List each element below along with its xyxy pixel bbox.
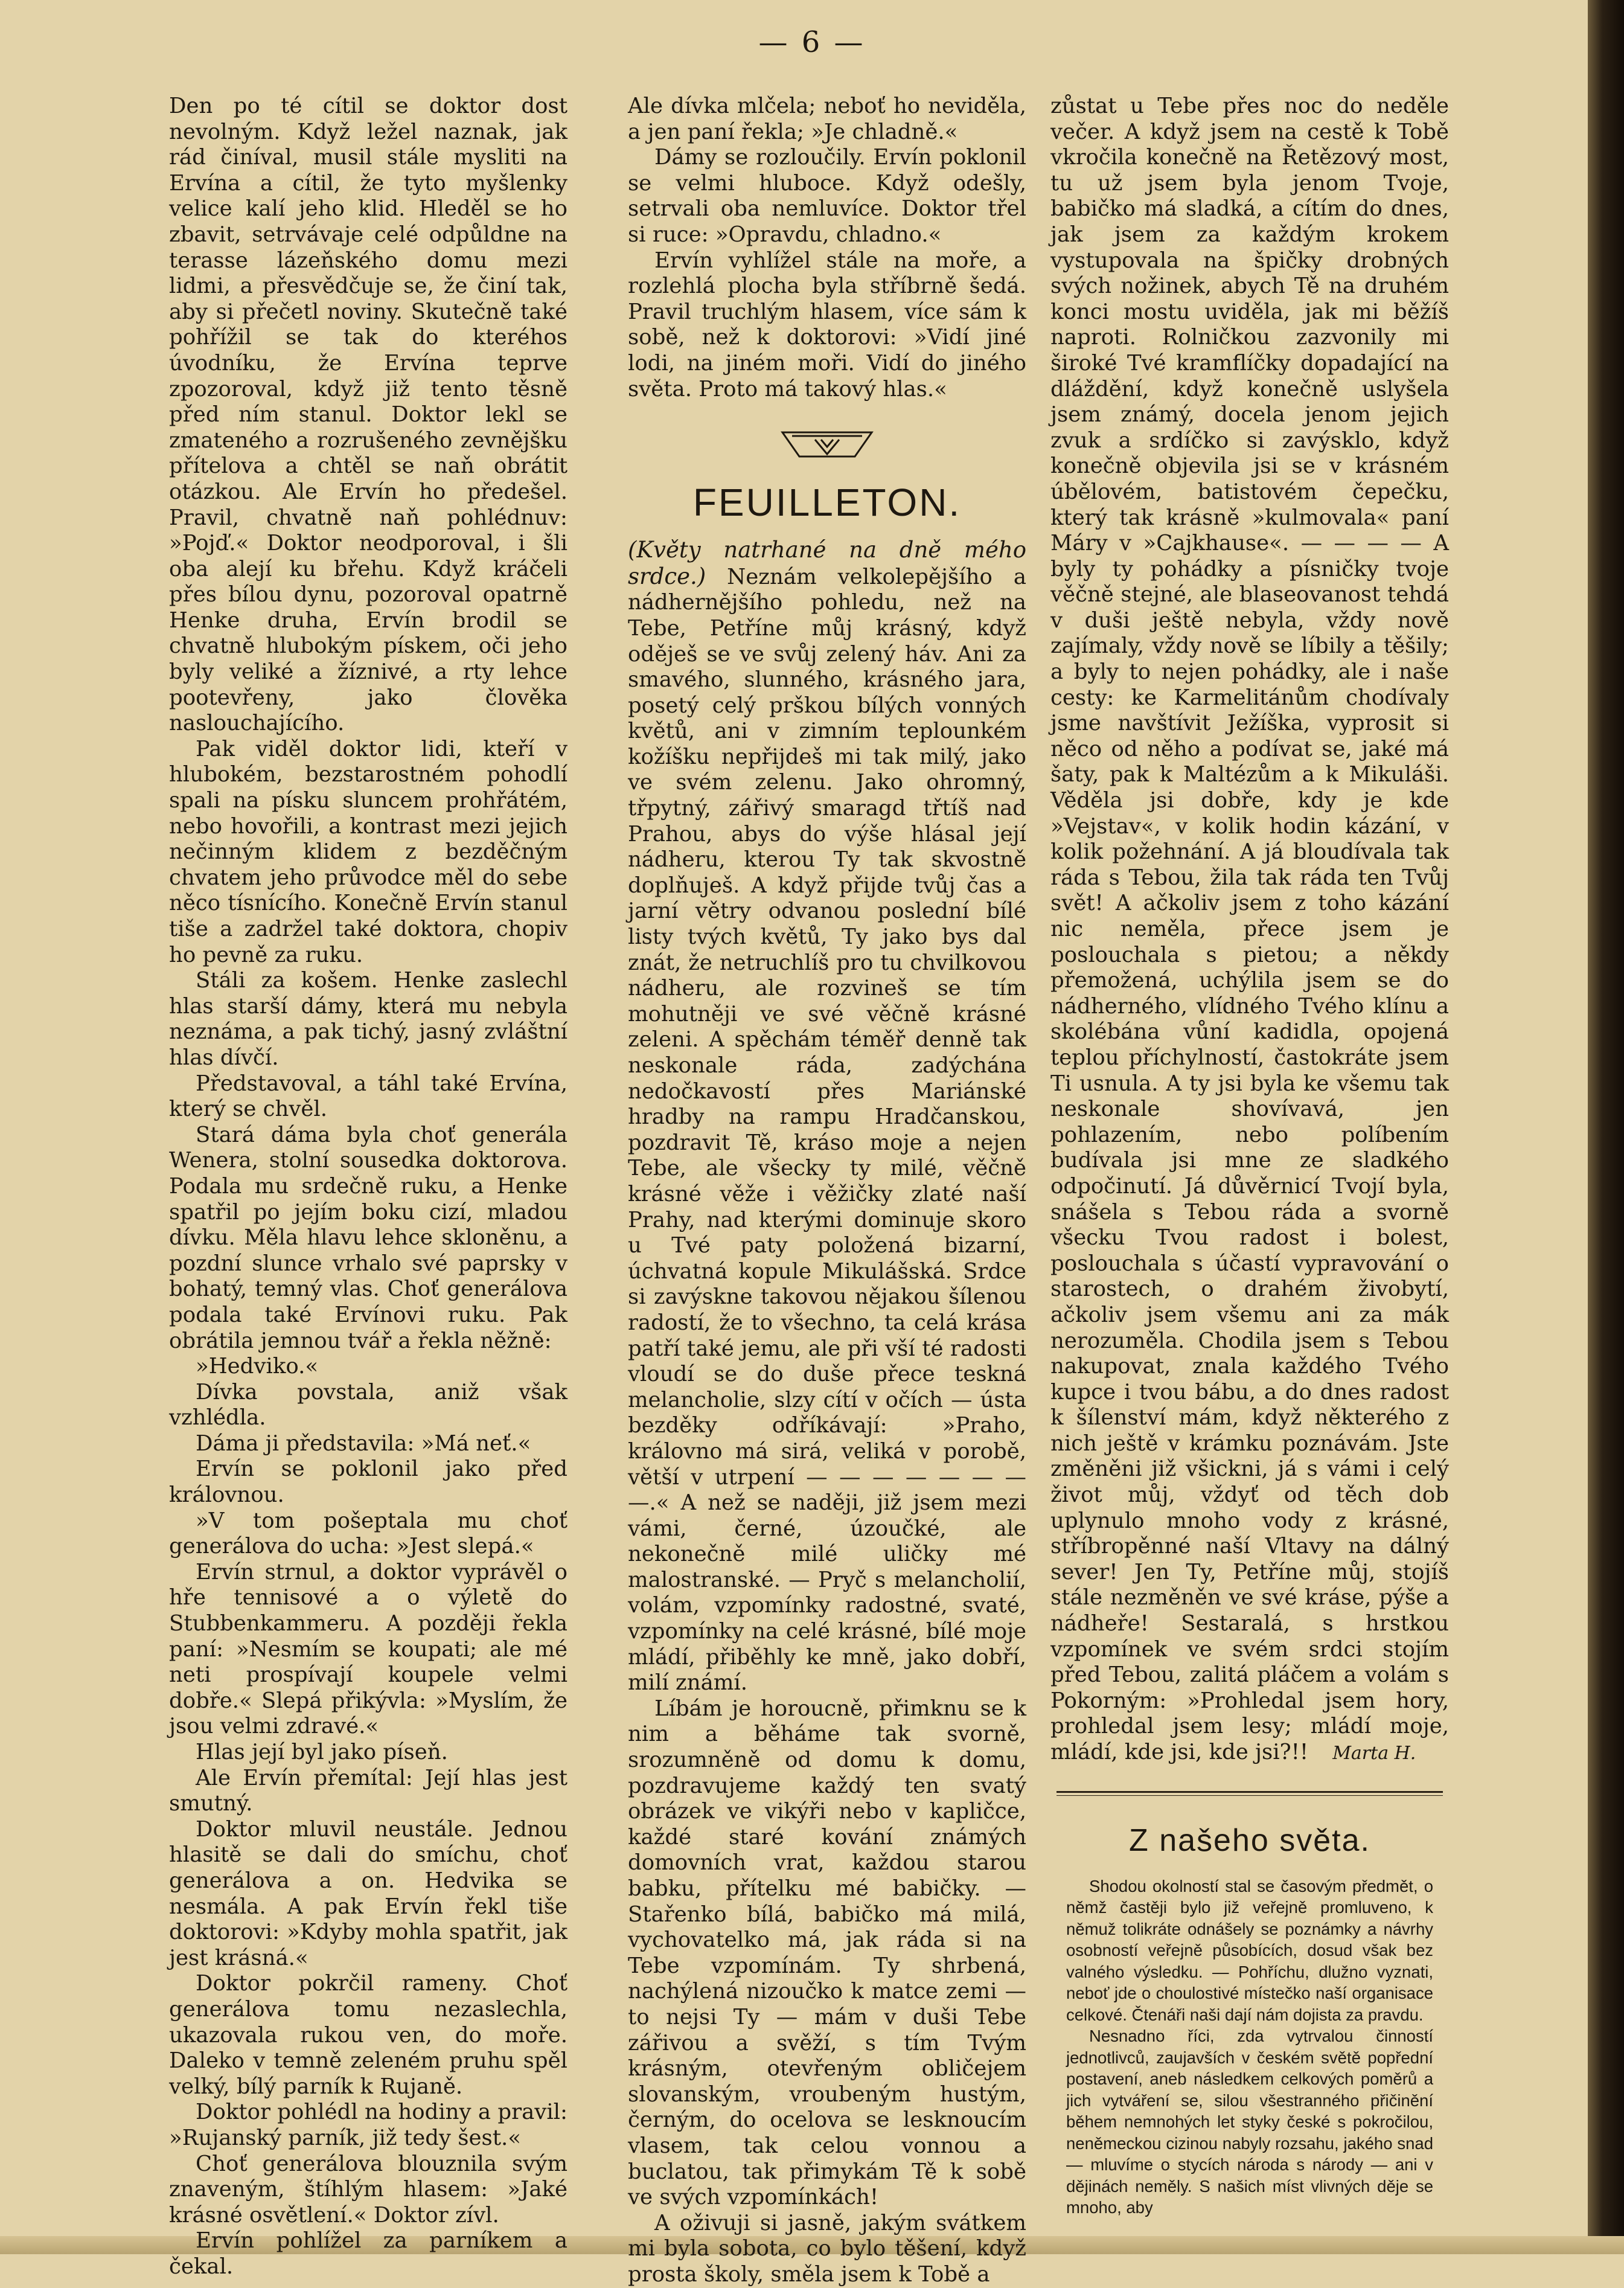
- paragraph: »Hedviko.«: [196, 1354, 319, 1379]
- paragraph: Ervín pohlížel za parníkem a čekal.: [169, 2228, 567, 2279]
- paragraph: Líbám je horoucně, přimknu se k nim a běháme tak svorně, srozumněně od domu k domu, pozdravujeme každý ten svatý obrázek ve vikýři nebo v kapličce, každé staré kování známých domovních vrat, každou starou babku, přítelku mé babičky. — Stařenko bílá, babičko má milá, vychovatelko má, jak ráda si na Tebe vzpomínám. Ty shrbená, nachýlená nizoučko k matce zemi — to nejsi Ty — mám v duši Tebe zářivou a svěží, s tím Tvým krásným, otevřeným obličejem slovanským, vroubeným hustým, černým, do ocelova se lesknoucím vlasem, tak celou vonnou a buclatou, tak přimykám Tě k sobě ve svých vzpomínkách!: [628, 1696, 1026, 2210]
- section-divider: [1057, 1791, 1443, 1796]
- paragraph: Ervín strnul, a doktor vyprávěl o hře tennisové a o výletě do Stubbenkammeru. A později řekla paní: »Nesmím se koupati; ale mé neti prospívají koupele velmi dobře.« Slepá přikývla: »Myslím, že jsou velmi zdravé.«: [169, 1559, 567, 1739]
- paragraph: Doktor mluvil neustále. Jednou hlasitě se dali do smíchu, choť generálova a on. Hedvika se nesmála. A pak Ervín řekl tiše doktorovi: »Kdyby mohla spatřit, jak jest krásná.«: [169, 1816, 567, 1970]
- paragraph: Ale dívka mlčela; neboť ho neviděla, a jen paní řekla; »Je chladně.«: [628, 94, 1026, 144]
- feuilleton-ornament-icon: [779, 428, 875, 461]
- paragraph: Doktor pohlédl na hodiny a pravil: »Rujanský parník, již tedy šest.«: [169, 2100, 567, 2150]
- column-1: [169, 94, 567, 2280]
- feuilleton-heading: FEUILLETON.: [692, 481, 962, 525]
- paragraph: Pak viděl doktor lidi, kteří v hlubokém, bezstarostném pohodlí spali na písku sluncem prohřátém, nebo hovořili, a kontrast mezi jejich nečinným klidem z bezděčným chvatem jeho průvodce měl do sebe něco tísnícího. Konečně Ervín stanul tiše a zadržel také doktora, chopiv ho pevně za ruku.: [169, 736, 567, 967]
- feuilleton-lead-paragraph: [628, 537, 1026, 1696]
- section-heading: Z našeho světa.: [1129, 1822, 1370, 1858]
- paragraph: Shodou okolností stal se časovým předmět, o němž častěji bylo již veřejně promluveno, k němuž tolikráte odnášely se poznámky a návrhy osobností veřejně působících, dosud však bez valného výsledku. — Pohříchu, dlužno vyznati, neboť jde o choulostivé místečko naší organisace celkové. Čtenáři naši dají nám dojista za pravdu.: [1066, 1876, 1433, 2024]
- paragraph: Nesnadno říci, zda vytrvalou činností jednotlivců, zaujavších v českém světě popřední postavení, aneb následkem celkových poměrů a jich vytváření se, silou všestranného přičinění během nemnohých let styky české s pokročilou, neněmeckou cizinou nabyly rozsahu, jakého snad — mluvíme o stycích národa s národy — ani v dějinách neměly. S našich míst vlivných děje se mnoho, aby: [1066, 2027, 1433, 2217]
- paragraph: Ervín vyhlížel stále na moře, a rozlehlá plocha byla stříbrně šedá. Pravil truchlým hlasem, více sám k sobě, než k doktorovi: »Vidí jiné lodi, na jiném moři. Vidí do jiného světa. Proto má takový hlas.«: [628, 248, 1026, 402]
- column-2: [628, 94, 1026, 2288]
- feuilleton-lead-text: Neznám velkolepějšího a nádhernějšího pohledu, než na Tebe, Petříne můj krásný, když oděješ se ve svůj zelený háv. Ani za smavého, slunného, krásného jara, posetý celý prškou bílých vonných květů, ani v zimním teplounkém kožíšku nepřijdeš mi tak milý, jako ve svém zelenu. Jako ohromný, třpytný, zářivý smaragd třtíš nad Prahou, abys do výše hlásal její nádheru, kterou Ty tak skvostně doplňuješ. A když přijde tvůj čas a jarní větry odvanou poslední bílé listy tvých květů, Ty jako bys dal znát, že netruchlíš pro tu chvilkovou nádheru, ale rozvineš se tím mohutněji ve své věčně krásné zeleni. A spěchám téměř denně tak neskonale ráda, zadýchána nedočkavostí přes Mariánské hradby na rampu Hradčanskou, pozdravit Tě, kráso moje a nejen Tebe, ale všecky ty milé, věčně krásné věže i věžičky zlaté naší Prahy, nad kterými dominuje skoro u Tvé paty položená bizarní, úchvatná kopule Mikulášská. Srdce si zavýskne takovou nějakou šílenou radostí, že to všechno, ta celá krása patří také jemu, ale při vší té radosti vloudí se do duše přece teskná melancholie, slzy cítí v očích — ústa bezděky odříkávají: »Praho, královno má sirá, veliká v porobě, větší v utrpení — — — — — — — —.« A než se naději, již jsem mezi vámi, černé, úzoučké, ale nekonečně milé uličky mé malostranské. — Pryč s melancholií, volám, vzpomínky radostné, svaté, vzpomínky na celé krásné, bílé moje mládí, přiběhly ke mně, jako dobří, milí známí.: [628, 564, 1026, 1696]
- paragraph: Dáma ji představila: »Má neť.«: [196, 1431, 531, 1456]
- paragraph: Den po té cítil se doktor dost nevolným. Když ležel naznak, jak rád činíval, musil stále mysliti na Ervína a cítil, že tyto myšlenky velice kalí jeho klid. Hleděl se ho zbavit, setrvávaje celé odpůldne na terasse lázeňského domu mezi lidmi, a přesvědčuje se, že činí tak, aby si přečetl noviny. Skutečně také pohřížil se tak do kteréhos úvodníku, že Ervína teprve zpozoroval, když již tento těsně před ním stanul. Doktor lekl se zmateného a rozrušeného zevnějšku přítelova a chtěl se naň obrátit otázkou. Ale Ervín ho předešel. Pravil, chvatně naň pohlédnuv: »Pojď.« Doktor neodporoval, i šli oba alejí ku břehu. Když kráčeli přes bílou dynu, pozoroval opatrně Henke druha, Ervín brodil se chvatně hlubokým pískem, oči jeho byly veliké a žíznivé, a rty lehce pootevřeny, jako člověka naslouchajícího.: [169, 94, 567, 736]
- feuilleton-continuation: zůstat u Tebe přes noc do neděle večer. A když jsem na cestě k Tobě vkročila konečně na Řetězový most, tu už jsem byla jenom Tvoje, babičko má sladká, a cítím do dnes, jak jsem za každým krokem vystupovala na špičky drobných svých nožinek, abych Tě na druhém konci mostu uviděla, jak mi běžíš naproti. Rolničkou zazvonily mi široké Tvé kramflíčky dopadající na dláždění, když konečně uslyšela jsem známý, docela jenom jejich zvuk a srdíčko si zavýsklo, když konečně objevila jsi se v krásném úbělovém, batistovém čepečku, který tak krásně »kulmovala« paní Máry v »Cajkhause«. — — — — A byly ty pohádky a písničky tvoje věčně stejné, ale blaseovanost tehdá v duši ještě nebyla, vždy nově zajímaly, vždy nově se líbily a těšily; a byly to nejen pohádky, ale i naše cesty: ke Karmelitánům chodívaly jsme navštívit Ježíška, vyprosit si něco od něho a podívat se, jaké má šaty, pak k Maltézům a k Mikuláši. Věděla jsi dobře, kdy je kde »Vejstav«, v kolik hodin kázání, v kolik požehnání. A já bloudívala tak ráda s Tebou, žila tak ráda ten Tvůj svět! A ačkoliv jsem z toho kázání nic neměla, přece jsem je poslouchala s pietou; a někdy přemožená, uchýlila jsem se do nádherného, vlídného Tvého klínu a skolébána vůní kadidla, opojená teplou příchylností, častokráte jsem Ti usnula. A ty jsi byla ke všemu tak neskonale shovívavá, jen pohlazením, nebo políbením budívala jsi mne ze sladkého odpočinutí. Já důvěrnicí Tvojí byla, snášela s Tebou ráda a svorně všecku Tvou radost i bolest, poslouchala s účastí vypravování o starostech, o drahém živobytí, ačkoliv jsem všemu ani za mák nerozuměla. Chodila jsem s Tebou nakupovat, znala každého Tvého kupce i tvou bábu, a do dnes radost k šílenství mám, když některého z nich ještě v krámku poznávám. Jste změněni již všickni, já s vámi i celý život můj, vždyť od těch dob uplynulo mnoho vody z krásné, stříbropěnné naší Vltavy na dálný sever! Jen Ty, Petříne můj, stojíš stále nezměněn ve své kráse, pýše a nádheře! Sestaralá, s hrstkou vzpomínek ve svém srdci stojím před Tebou, zalitá pláčem a volám s Pokorným: »Prohledal jsem hory, prohledal jsem lesy; mládí moje, mládí, kde jsi, kde jsi?!!: [1050, 94, 1449, 1764]
- paragraph: Stará dáma byla choť generála Wenera, stolní sousedka doktorova. Podala mu srdečně ruku, a Henke spatřil po jejím boku cizí, mladou dívku. Měla hlavu lehce skloněnu, a pozdní slunce vrhalo své paprsky v bohatý, temný vlas. Choť generálova podala také Ervínovi ruku. Pak obrátila jemnou tvář a řekla něžně:: [169, 1122, 567, 1353]
- paragraph: [1050, 94, 1449, 1767]
- paragraph: »V tom pošeptala mu choť generálova do ucha: »Jest slepá.«: [169, 1508, 567, 1559]
- paragraph: A oživuji si jasně, jakým svátkem mi byla sobota, co bylo těšení, když prosta školy, směla jsem k Tobě a: [628, 2210, 1026, 2287]
- column-3: [1050, 94, 1449, 2219]
- paragraph: Představoval, a táhl také Ervína, který se chvěl.: [169, 1071, 567, 1122]
- page-number: — 6 —: [758, 25, 866, 59]
- paragraph: Stáli za košem. Henke zaslechl hlas starší dámy, která mu nebyla neznáma, a pak tichý, jasný zvláštní hlas dívčí.: [169, 968, 567, 1070]
- paragraph: Doktor pokrčil rameny. Choť generálova tomu nezaslechla, ukazovala rukou ven, do moře. Daleko v temně zeleném pruhu spěl velký, bílý parník k Rujaně.: [169, 1971, 567, 2099]
- book-spine-shadow: [1588, 0, 1624, 2254]
- paragraph: Ervín se poklonil jako před královnou.: [169, 1456, 567, 1508]
- paragraph: Ale Ervín přemítal: Její hlas jest smutný.: [169, 1765, 567, 1816]
- section-body: [1050, 1876, 1449, 2219]
- author-signature: Marta H.: [1332, 1743, 1416, 1764]
- paragraph: Dámy se rozloučily. Ervín poklonil se velmi hluboce. Když odešly, setrvali oba nemluvíce. Doktor třel si ruce: »Opravdu, chladno.«: [628, 145, 1026, 247]
- paragraph: Hlas její byl jako píseň.: [196, 1740, 448, 1764]
- feuilleton-subtitle: (Květy natrhané na dně mého srdce.): [628, 537, 1026, 589]
- paragraph: Choť generálova blouznila svým znaveným, štíhlým hlasem: »Jaké krásné osvětlení.« Doktor zívl.: [169, 2151, 567, 2228]
- paragraph: Dívka povstala, aniž však vzhlédla.: [169, 1379, 567, 1431]
